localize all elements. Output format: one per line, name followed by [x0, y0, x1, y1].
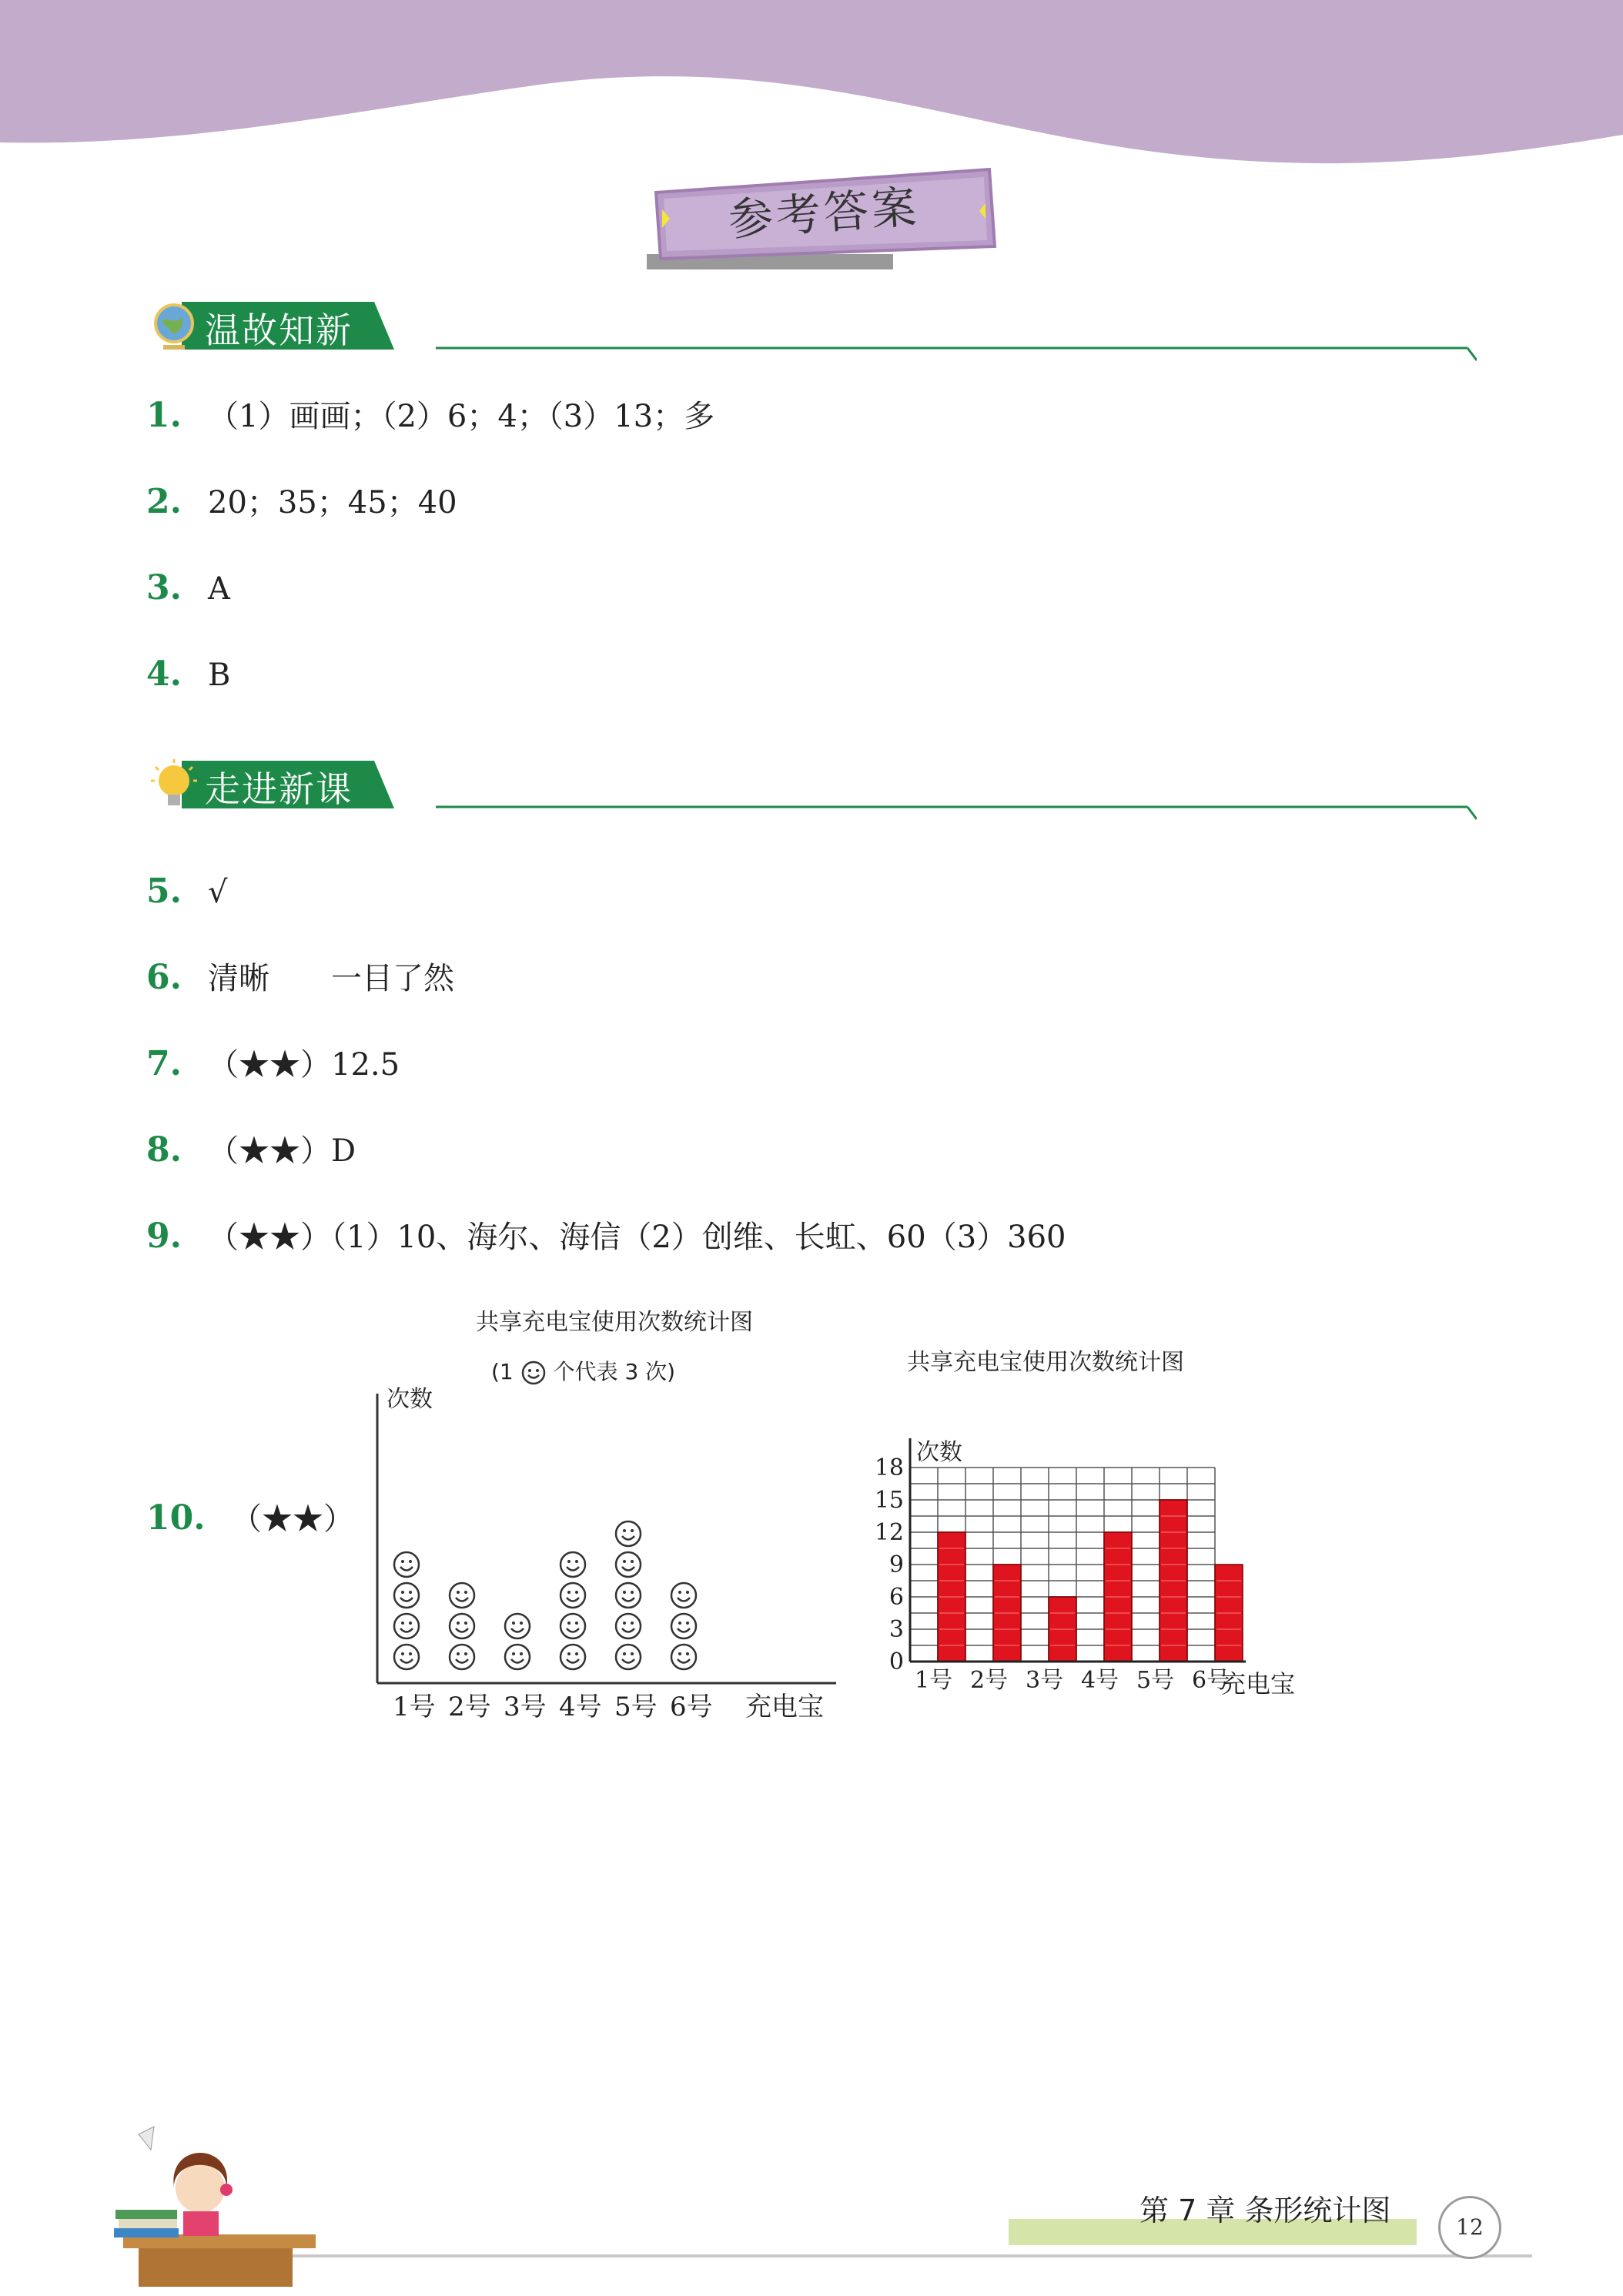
item-answer: （1）画画；（2）6；4；（3）13；多	[208, 399, 715, 434]
pictograph-plot	[370, 1300, 847, 1731]
answer-item-5	[146, 870, 228, 914]
x-tick-label: 4号	[559, 1692, 602, 1722]
bar-plot	[862, 1340, 1340, 1709]
item-answer: （★★）D	[208, 1133, 356, 1169]
x-tick-label: 5号	[614, 1692, 658, 1722]
x-tick-label: 3号	[504, 1692, 547, 1722]
item-number: 10.	[146, 1498, 206, 1538]
smiley-mark	[671, 1614, 696, 1638]
y-tick-label: 6	[888, 1584, 904, 1611]
item-number: 5.	[146, 872, 182, 911]
chart-subtitle-prefix: (1	[491, 1359, 514, 1384]
answer-item-6	[146, 956, 454, 1000]
bar-chart	[862, 1340, 1340, 1709]
smiley-mark	[671, 1583, 696, 1608]
smiley-mark	[450, 1614, 474, 1638]
footer-line	[293, 2254, 1532, 2258]
y-tick-label: 15	[874, 1487, 904, 1514]
answer-item-9	[146, 1215, 1066, 1259]
y-tick-label: 9	[888, 1551, 904, 1578]
globe-icon	[151, 300, 197, 354]
item-answer: （★★）（1）10、海尔、海信（2）创维、长虹、60（3）360	[208, 1220, 1066, 1255]
smiley-mark	[394, 1583, 419, 1608]
x-tick-label: 1号	[915, 1667, 953, 1694]
smiley-mark	[561, 1614, 585, 1638]
item-number: 9.	[146, 1217, 182, 1256]
smiley-mark	[561, 1645, 585, 1669]
y-tick-label: 0	[888, 1648, 904, 1675]
item-answer: （★★）12.5	[208, 1047, 400, 1083]
x-tick-label: 4号	[1081, 1667, 1119, 1694]
item-number: 2.	[146, 482, 182, 521]
chart-subtitle-suffix: 个代表 3 次)	[553, 1359, 676, 1384]
answer-item-2	[146, 480, 457, 524]
section-header-new-lesson	[151, 759, 1477, 821]
item-answer: 清晰 一目了然	[208, 961, 454, 996]
smiley-mark	[394, 1614, 419, 1638]
answer-item-1	[146, 394, 714, 438]
smiley-mark	[394, 1645, 419, 1669]
item-number: 7.	[146, 1044, 182, 1083]
pictograph-chart	[370, 1300, 847, 1731]
item-number: 1.	[146, 396, 182, 435]
x-tick-label: 6号	[670, 1692, 713, 1722]
header-wave	[0, 0, 1623, 185]
answer-item-4	[146, 653, 230, 697]
item-answer: （★★）	[231, 1501, 354, 1537]
smiley-mark	[616, 1583, 641, 1608]
y-tick-label: 12	[874, 1519, 904, 1546]
item-number: 8.	[146, 1130, 182, 1170]
x-tick-label: 2号	[448, 1692, 491, 1722]
x-axis-label: 充电宝	[745, 1692, 824, 1722]
x-tick-label: 2号	[970, 1667, 1009, 1694]
y-axis-label: 次数	[916, 1439, 962, 1466]
y-tick-label: 18	[874, 1454, 904, 1481]
chart-title: 共享充电宝使用次数统计图	[907, 1349, 1184, 1376]
answer-item-8	[146, 1129, 356, 1173]
chapter-label: 第 7 章 条形统计图	[1139, 2194, 1391, 2227]
y-tick-label: 3	[888, 1616, 904, 1643]
item-answer: A	[208, 571, 230, 607]
item-answer: 20；35；45；40	[208, 485, 457, 520]
x-tick-label: 1号	[393, 1692, 436, 1722]
smiley-mark	[505, 1614, 530, 1638]
item-number: 4.	[146, 654, 182, 694]
smiley-mark	[616, 1521, 641, 1546]
smiley-mark	[616, 1645, 641, 1669]
smiley-mark	[450, 1583, 474, 1608]
item-answer: B	[208, 658, 231, 693]
answer-item-7	[146, 1043, 400, 1086]
x-tick-label: 5号	[1136, 1667, 1175, 1694]
item-number: 6.	[146, 958, 182, 997]
chart-title: 共享充电宝使用次数统计图	[476, 1309, 753, 1336]
lightbulb-icon	[151, 759, 197, 818]
section-label: 温故知新	[205, 310, 353, 351]
smiley-mark	[394, 1552, 419, 1577]
x-tick-label: 6号	[1192, 1667, 1230, 1694]
section-header-review	[151, 300, 1477, 362]
answer-item-10	[146, 1497, 354, 1541]
smiley-mark	[561, 1552, 585, 1577]
smiley-mark	[561, 1583, 585, 1608]
student-illustration	[108, 2119, 331, 2288]
smiley-mark	[450, 1645, 474, 1669]
smiley-mark	[616, 1552, 641, 1577]
page-title: 参考答案	[726, 180, 922, 246]
title-banner	[647, 163, 1001, 279]
smiley-mark	[505, 1645, 530, 1669]
item-number: 3.	[146, 568, 182, 607]
x-axis-label: 充电宝	[1221, 1669, 1296, 1699]
answer-item-3	[146, 567, 230, 611]
section-label: 走进新课	[205, 768, 353, 810]
chart-y-label: 次数	[387, 1386, 433, 1413]
smiley-mark	[616, 1614, 641, 1638]
x-tick-label: 3号	[1026, 1667, 1064, 1694]
item-answer: √	[208, 875, 228, 910]
page-number: 12	[1438, 2196, 1501, 2259]
smiley-mark	[671, 1645, 696, 1669]
